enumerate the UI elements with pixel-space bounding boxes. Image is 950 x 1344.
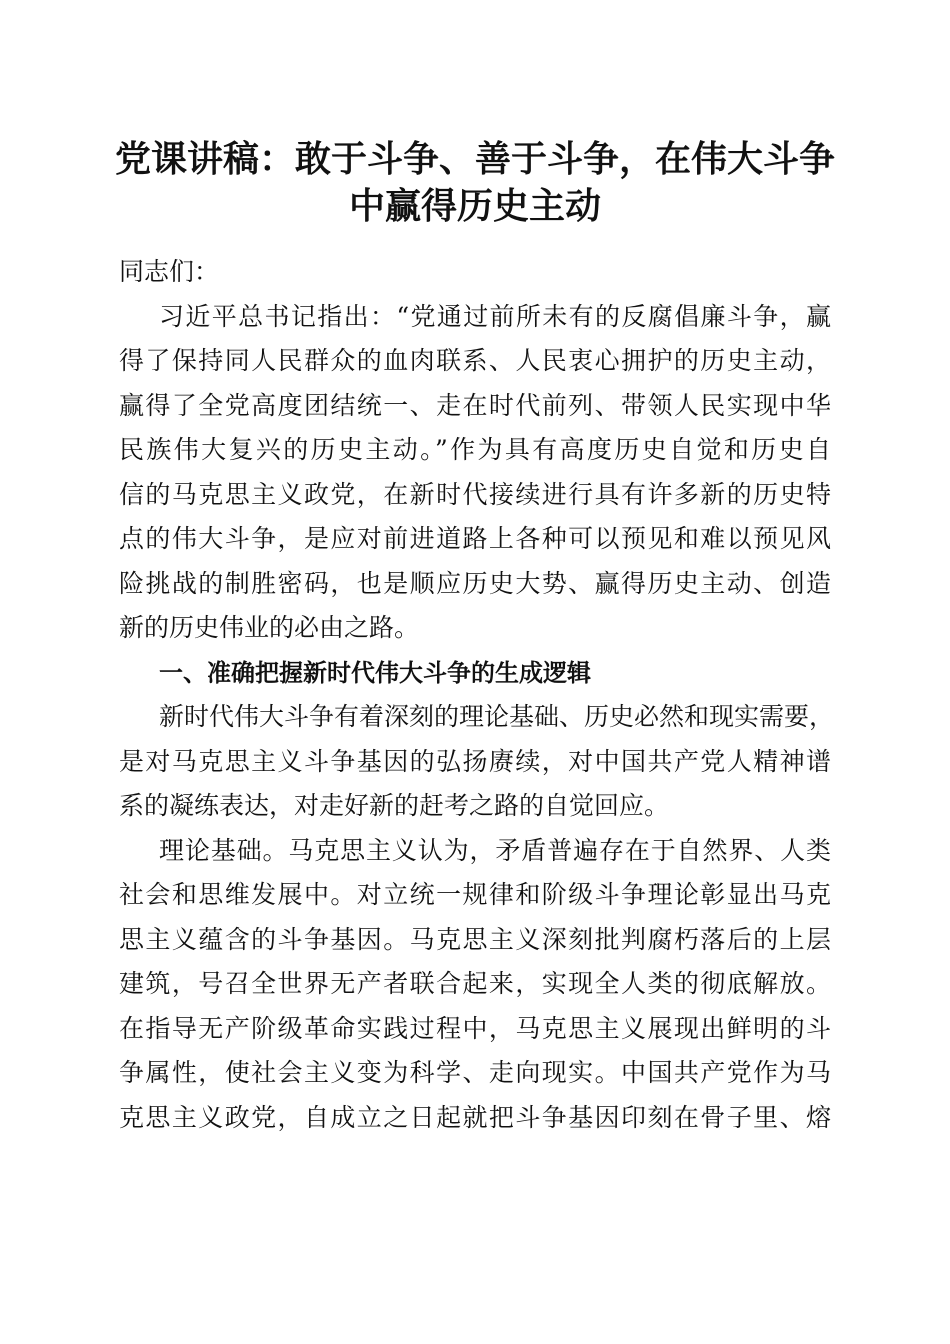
- paragraph-1: [119, 295, 831, 651]
- paragraph-line: 是对马克思主义斗争基因的弘扬赓续，对中国共产党人精神谱: [119, 746, 831, 776]
- paragraph-line: 新的历史伟业的必由之路。: [119, 613, 420, 642]
- paragraph-line: 习近平总书记指出：“党通过前所未有的反腐倡廉斗争，赢: [159, 301, 831, 331]
- paragraph-line: 在指导无产阶级革命实践过程中，马克思主义展现出鲜明的斗: [119, 1013, 831, 1043]
- paragraph-line: 社会和思维发展中。对立统一规律和阶级斗争理论彰显出马克: [119, 880, 831, 909]
- paragraph-line: 民族伟大复兴的历史主动。”作为具有高度历史自觉和历史自: [119, 435, 831, 464]
- paragraph-line: 新时代伟大斗争有着深刻的理论基础、历史必然和现实需要，: [159, 702, 835, 731]
- paragraph-3: [119, 829, 831, 1141]
- document-title-line-1: 党课讲稿：敢于斗争、善于斗争，在伟大斗争: [114, 138, 835, 180]
- paragraph-line: 系的凝练表达，对走好新的赶考之路的自觉回应。: [119, 791, 670, 820]
- paragraph-line: 理论基础。马克思主义认为，矛盾普遍存在于自然界、人类: [159, 835, 831, 865]
- document-body: [119, 250, 835, 1140]
- paragraph-2: [119, 695, 835, 829]
- section-heading-1: 一、准确把握新时代伟大斗争的生成逻辑: [159, 658, 591, 687]
- paragraph-line: 得了保持同人民群众的血肉联系、人民衷心拥护的历史主动，: [119, 346, 831, 375]
- paragraph-line: 建筑，号召全世界无产者联合起来，实现全人类的彻底解放。: [119, 969, 831, 998]
- paragraph-line: 赢得了全党高度团结统一、走在时代前列、带领人民实现中华: [119, 390, 831, 420]
- salutation: 同志们：: [119, 257, 220, 286]
- paragraph-line: 点的伟大斗争，是应对前进道路上各种可以预见和难以预见风: [119, 524, 831, 553]
- document-title-line-2: 中赢得历史主动: [348, 185, 601, 227]
- paragraph-line: 险挑战的制胜密码，也是顺应历史大势、赢得历史主动、创造: [119, 568, 831, 598]
- paragraph-line: 争属性，使社会主义变为科学、走向现实。中国共产党作为马: [119, 1058, 831, 1087]
- paragraph-line: 信的马克思主义政党，在新时代接续进行具有许多新的历史特: [119, 479, 831, 509]
- paragraph-line: 克思主义政党，自成立之日起就把斗争基因印刻在骨子里、熔: [119, 1102, 831, 1132]
- paragraph-line: 思主义蕴含的斗争基因。马克思主义深刻批判腐朽落后的上层: [119, 924, 831, 954]
